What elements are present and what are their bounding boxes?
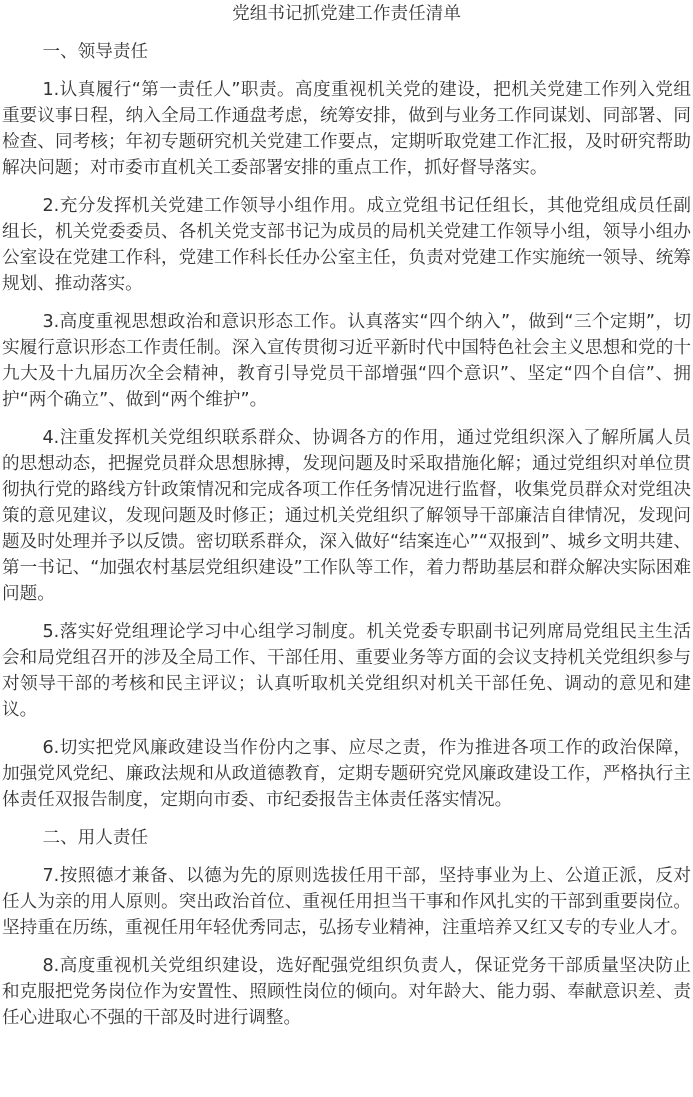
paragraph-3: 3.高度重视思想政治和意识形态工作。认真落实“四个纳入”，做到“三个定期”，切实履行意识形态工作责任制。深入宣传贯彻习近平新时代中国特色社会主义思想和党的十九大及十九届历次全会精神，教育引导党员干部增强“四个意识”、坚定“四个自信”、拥护“两个确立”、做到“两个维护”。 [2, 312, 691, 410]
section-personnel [2, 825, 691, 1031]
paragraph-5: 5.落实好党组理论学习中心组学习制度。机关党委专职副书记列席局党组民主生活会和局党组召开的涉及全局工作、干部任用、重要业务等方面的会议支持机关党组织参与对领导干部的考核和民主评议；认真听取机关党组织对机关干部任免、调动的意见和建议。 [2, 622, 691, 720]
section-heading: 一、领导责任 [42, 42, 149, 62]
paragraph-8: 8.高度重视机关党组织建设，选好配强党组织负责人，保证党务干部质量坚决防止和克服把党务岗位作为安置性、照顾性岗位的倾向。对年龄大、能力弱、奉献意识差、责任心进取心不强的干部及时进行调整。 [2, 956, 691, 1028]
paragraph-6: 6.切实把党风廉政建设当作份内之事、应尽之责，作为推进各项工作的政治保障，加强党风党纪、廉政法规和从政道德教育，定期专题研究党风廉政建设工作，严格执行主体责任双报告制度，定期向市委、市纪委报告主体责任落实情况。 [2, 738, 691, 810]
paragraph-2: 2.充分发挥机关党建工作领导小组作用。成立党组书记任组长，其他党组成员任副组长，机关党委委员、各机关党支部书记为成员的局机关党建工作领导小组，领导小组办公室设在党建工作科，党建工作科长任办公室主任，负责对党建工作实施统一领导、统筹规划、推动落实。 [2, 196, 691, 294]
paragraph-7: 7.按照德才兼备、以德为先的原则选拔任用干部，坚持事业为上、公道正派，反对任人为亲的用人原则。突出政治首位、重视任用担当干事和作风扎实的干部到重要岗位。坚持重在历练，重视任用年轻优秀同志，弘扬专业精神，注重培养又红又专的专业人才。 [2, 866, 691, 938]
paragraph-4: 4.注重发挥机关党组织联系群众、协调各方的作用，通过党组织深入了解所属人员的思想动态，把握党员群众思想脉搏，发现问题及时采取措施化解；通过党组织对单位贯彻执行党的路线方针政策情况和完成各项工作任务情况进行监督，收集党员群众对党组决策的意见建议，发现问题及时修正；通过机关党组织了解领导干部廉洁自律情况，发现问题及时处理并予以反馈。密切联系群众，深入做好“结案连心”“双报到”、城乡文明共建、第一书记、“加强农村基层党组织建设”工作队等工作，着力帮助基层和群众解决实际困难问题。 [2, 428, 691, 604]
section-leadership [2, 39, 691, 813]
section-heading: 二、用人责任 [42, 828, 149, 848]
document-title: 党组书记抓党建工作责任清单 [232, 4, 461, 24]
paragraph-1: 1.认真履行“第一责任人”职责。高度重视机关党的建设，把机关党建工作列入党组重要议事日程，纳入全局工作通盘考虑，统筹安排，做到与业务工作同谋划、同部署、同检查、同考核；年初专题研究机关党建工作要点，定期听取党建工作汇报，及时研究帮助解决问题；对市委市直机关工委部署安排的重点工作，抓好督导落实。 [2, 80, 691, 178]
